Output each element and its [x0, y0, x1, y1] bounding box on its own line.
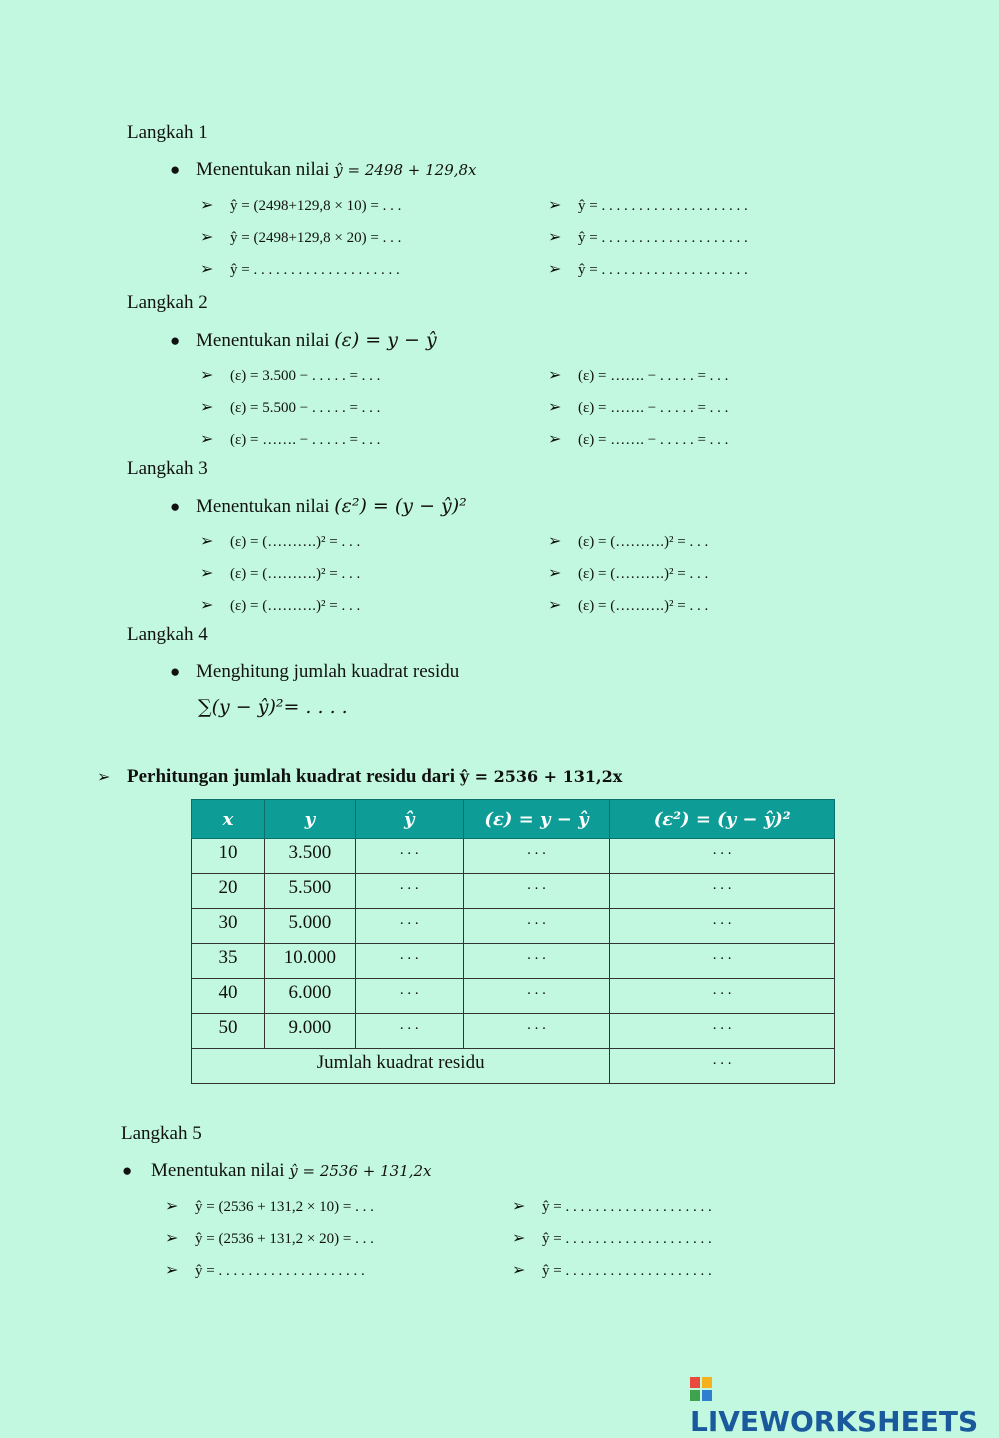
cell-y: 5.000: [264, 909, 355, 944]
bullet-formula: (ε) = y − ŷ: [334, 329, 437, 351]
cell-epsilon-squared[interactable]: . . .: [610, 839, 835, 874]
cell-epsilon[interactable]: . . .: [463, 944, 610, 979]
step-3-right-3[interactable]: ➢ (ε) = (……….)² = . . .: [548, 597, 709, 614]
arrow-icon: ➢: [200, 229, 214, 246]
liveworksheets-logo: [690, 1372, 999, 1438]
step-3-left-2[interactable]: ➢ (ε) = (……….)² = . . .: [200, 565, 361, 582]
cell-yhat[interactable]: . . .: [355, 979, 463, 1014]
cell-x: 10: [192, 839, 265, 874]
step-5-right-1[interactable]: ➢ ŷ = . . . . . . . . . . . . . . . . . . . .: [512, 1198, 712, 1215]
bullet-icon: ●: [170, 662, 181, 681]
arrow-icon: ➢: [512, 1230, 526, 1247]
arrow-icon: ➢: [548, 565, 562, 582]
cell-x: 35: [192, 944, 265, 979]
cell-y: 10.000: [264, 944, 355, 979]
cell-epsilon-squared[interactable]: . . .: [610, 874, 835, 909]
section-heading-formula: ŷ = 2536 + 131,2x: [459, 767, 623, 786]
step-5-right-2[interactable]: ➢ ŷ = . . . . . . . . . . . . . . . . . . . .: [512, 1230, 712, 1247]
cell-epsilon-squared[interactable]: . . .: [610, 979, 835, 1014]
total-value[interactable]: . . .: [610, 1049, 835, 1084]
arrow-icon: ➢: [200, 399, 214, 416]
arrow-icon: ➢: [165, 1262, 179, 1279]
arrow-icon: ➢: [548, 367, 562, 384]
cell-yhat[interactable]: . . .: [355, 909, 463, 944]
cell-epsilon[interactable]: . . .: [463, 909, 610, 944]
bullet-formula: ŷ = 2498 + 129,8x: [334, 161, 477, 179]
arrow-icon: ➢: [548, 597, 562, 614]
arrow-icon: ➢: [200, 597, 214, 614]
arrow-icon: ➢: [548, 431, 562, 448]
bullet-text: Menentukan nilai: [196, 496, 330, 517]
arrow-icon: ➢: [512, 1198, 526, 1215]
step-1-left-1: ➢ ŷ = (2498+129,8 × 10) = . . .: [200, 197, 402, 214]
arrow-icon: ➢: [97, 769, 111, 786]
arrow-icon: ➢: [200, 367, 214, 384]
cell-x: 20: [192, 874, 265, 909]
arrow-icon: ➢: [548, 229, 562, 246]
table-row: [192, 909, 835, 944]
table-row: [192, 839, 835, 874]
brand-name: LIVEWORKSHEETS: [690, 1405, 979, 1438]
step-3-left-1[interactable]: ➢ (ε) = (……….)² = . . .: [200, 533, 361, 550]
step-1-bullet: [170, 159, 477, 181]
step-2-right-2[interactable]: ➢ (ε) = ……. − . . . . . = . . .: [548, 399, 729, 416]
step-4-bullet: [170, 661, 459, 683]
header-yhat: ŷ: [355, 800, 463, 839]
bullet-formula: (ε²) = (y − ŷ)²: [334, 495, 467, 517]
cell-epsilon[interactable]: . . .: [463, 874, 610, 909]
cell-y: 6.000: [264, 979, 355, 1014]
step-2-left-2[interactable]: ➢ (ε) = 5.500 − . . . . . = . . .: [200, 399, 381, 416]
step-1-left-3[interactable]: ➢ ŷ = . . . . . . . . . . . . . . . . . . . .: [200, 261, 400, 278]
step-4-title: Langkah 4: [127, 624, 208, 645]
step-3-right-1[interactable]: ➢ (ε) = (……….)² = . . .: [548, 533, 709, 550]
step-5-title: Langkah 5: [121, 1123, 202, 1144]
arrow-icon: ➢: [548, 533, 562, 550]
cell-yhat[interactable]: . . .: [355, 1014, 463, 1049]
step-2-title: Langkah 2: [127, 292, 208, 313]
cell-y: 9.000: [264, 1014, 355, 1049]
table-row: [192, 874, 835, 909]
step-3-title: Langkah 3: [127, 458, 208, 479]
step-5-left-2[interactable]: ➢ ŷ = (2536 + 131,2 × 20) = . . .: [165, 1230, 374, 1247]
section-heading-text: Perhitungan jumlah kuadrat residu dari: [127, 766, 455, 787]
arrow-icon: ➢: [548, 197, 562, 214]
step-1-title: Langkah 1: [127, 122, 208, 143]
cell-epsilon-squared[interactable]: . . .: [610, 1014, 835, 1049]
step-2-bullet: [170, 329, 437, 352]
step-5-left-1[interactable]: ➢ ŷ = (2536 + 131,2 × 10) = . . .: [165, 1198, 374, 1215]
step-1-right-1[interactable]: ➢ ŷ = . . . . . . . . . . . . . . . . . . . .: [548, 197, 748, 214]
step-5-left-3[interactable]: ➢ ŷ = . . . . . . . . . . . . . . . . . . . .: [165, 1262, 365, 1279]
table-row: [192, 944, 835, 979]
step-2-left-3[interactable]: ➢ (ε) = ……. − . . . . . = . . .: [200, 431, 381, 448]
cell-x: 30: [192, 909, 265, 944]
bullet-text: Menentukan nilai: [196, 159, 330, 180]
residu-table: [191, 799, 835, 1084]
total-label: Jumlah kuadrat residu: [192, 1049, 610, 1084]
table-row: [192, 1014, 835, 1049]
cell-yhat[interactable]: . . .: [355, 944, 463, 979]
cell-yhat[interactable]: . . .: [355, 839, 463, 874]
bullet-icon: ●: [122, 1161, 133, 1180]
bullet-icon: ●: [170, 160, 181, 179]
table-row: [192, 979, 835, 1014]
bullet-icon: ●: [170, 331, 181, 350]
bullet-icon: ●: [170, 497, 181, 516]
cell-epsilon[interactable]: . . .: [463, 979, 610, 1014]
cell-y: 5.500: [264, 874, 355, 909]
header-epsilon-squared: (ε²) = (y − ŷ)²: [610, 800, 835, 839]
step-3-bullet: [170, 495, 467, 518]
bullet-formula: ŷ = 2536 + 131,2x: [289, 1162, 432, 1180]
step-1-right-2[interactable]: ➢ ŷ = . . . . . . . . . . . . . . . . . . . .: [548, 229, 748, 246]
cell-epsilon[interactable]: . . .: [463, 839, 610, 874]
cell-epsilon-squared[interactable]: . . .: [610, 909, 835, 944]
step-2-left-1[interactable]: ➢ (ε) = 3.500 − . . . . . = . . .: [200, 367, 381, 384]
cell-yhat[interactable]: . . .: [355, 874, 463, 909]
arrow-icon: ➢: [512, 1262, 526, 1279]
step-1-right-3[interactable]: ➢ ŷ = . . . . . . . . . . . . . . . . . . . .: [548, 261, 748, 278]
header-y: y: [264, 800, 355, 839]
cell-y: 3.500: [264, 839, 355, 874]
arrow-icon: ➢: [548, 261, 562, 278]
bullet-text: Menentukan nilai: [196, 330, 330, 351]
step-5-right-3[interactable]: ➢ ŷ = . . . . . . . . . . . . . . . . . . . .: [512, 1262, 712, 1279]
table-total-row: [192, 1049, 835, 1084]
arrow-icon: ➢: [165, 1230, 179, 1247]
step-3-right-2[interactable]: ➢ (ε) = (……….)² = . . .: [548, 565, 709, 582]
step-5-bullet: [122, 1160, 432, 1182]
cell-x: 40: [192, 979, 265, 1014]
arrow-icon: ➢: [548, 399, 562, 416]
liveworksheets-logo-icon: [690, 1377, 712, 1401]
bullet-text: Menentukan nilai: [151, 1160, 285, 1181]
step-1-left-2: ➢ ŷ = (2498+129,8 × 20) = . . .: [200, 229, 402, 246]
sum-residu[interactable]: ∑(y − ŷ)²= . . . .: [198, 696, 348, 718]
table-header-row: [192, 800, 835, 839]
step-3-left-3[interactable]: ➢ (ε) = (……….)² = . . .: [200, 597, 361, 614]
arrow-icon: ➢: [200, 197, 214, 214]
arrow-icon: ➢: [200, 533, 214, 550]
bullet-text: Menghitung jumlah kuadrat residu: [196, 661, 460, 682]
cell-x: 50: [192, 1014, 265, 1049]
header-epsilon: (ε) = y − ŷ: [463, 800, 610, 839]
step-2-right-3[interactable]: ➢ (ε) = ……. − . . . . . = . . .: [548, 431, 729, 448]
arrow-icon: ➢: [200, 431, 214, 448]
cell-epsilon-squared[interactable]: . . .: [610, 944, 835, 979]
section-heading: [97, 766, 622, 788]
header-x: x: [192, 800, 265, 839]
cell-epsilon[interactable]: . . .: [463, 1014, 610, 1049]
arrow-icon: ➢: [165, 1198, 179, 1215]
arrow-icon: ➢: [200, 261, 214, 278]
step-2-right-1[interactable]: ➢ (ε) = ……. − . . . . . = . . .: [548, 367, 729, 384]
arrow-icon: ➢: [200, 565, 214, 582]
